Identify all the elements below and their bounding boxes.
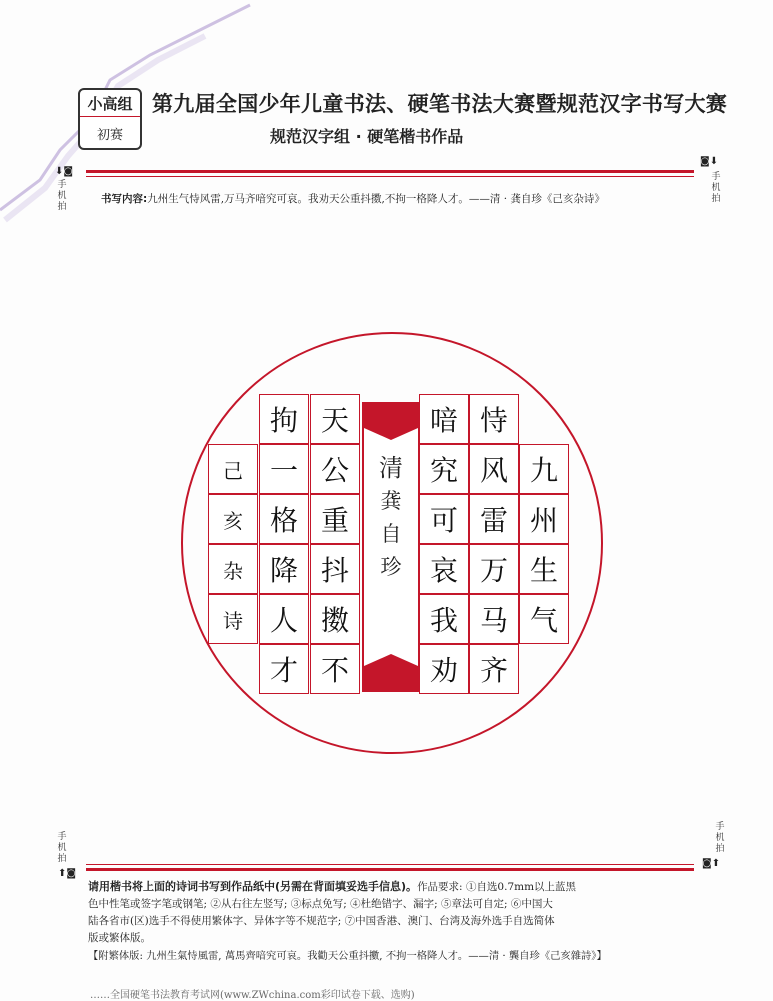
signature-strip <box>362 402 420 692</box>
instruction-line-1 <box>88 879 576 895</box>
side-label-bottom-left: 手机拍 <box>57 832 67 864</box>
signature-top-band <box>364 402 418 428</box>
side-label-top-right: 手机拍 <box>711 172 721 204</box>
signature-char: 清 <box>379 454 403 482</box>
grid-cell: 一 <box>259 444 309 494</box>
side-label-top-left: 手机拍 <box>57 180 67 212</box>
instruction-line-4: 版或繁体版。 <box>88 932 151 944</box>
signature-char: 自 <box>380 522 402 546</box>
grid-cell: 喑 <box>419 394 469 444</box>
grid-cell: 抖 <box>310 544 360 594</box>
grid-cell: 恃 <box>469 394 519 444</box>
badge-group-label: 小高组 <box>80 90 140 117</box>
instruction-requirements: 作品要求: ①自选0.7mm以上蓝黑 <box>417 881 577 893</box>
bottom-red-line <box>86 868 694 871</box>
badge-round-label: 初赛 <box>96 127 123 143</box>
grid-cell: 亥 <box>208 494 258 544</box>
grid-cell: 哀 <box>419 544 469 594</box>
grid-cell: 诗 <box>208 594 258 644</box>
grid-cell: 降 <box>259 544 309 594</box>
grid-cell: 风 <box>469 444 519 494</box>
instruction-bold: 请用楷书将上面的诗词书写到作品纸中(另需在背面填妥选手信息)。 <box>88 880 418 893</box>
competition-title: 第九届全国少年儿童书法、硬笔书法大赛暨规范汉字书写大赛 <box>152 91 728 116</box>
signature-char: 珍 <box>380 555 402 579</box>
side-label-bottom-right: 手机拍 <box>715 822 725 854</box>
camera-arrow-icon: ◙⬇ <box>700 156 719 167</box>
grid-cell: 马 <box>469 594 519 644</box>
signature-bottom-notch <box>364 652 418 666</box>
grid-cell: 重 <box>310 494 360 544</box>
website-footer: ……全国硬笔书法教育考试网(www.ZWchina.com彩印试卷下载、选购) <box>90 990 415 1001</box>
grid-cell: 人 <box>259 594 309 644</box>
writing-content-label: 书写内容: <box>101 193 148 205</box>
grid-cell: 气 <box>519 594 569 644</box>
grid-cell: 州 <box>519 494 569 544</box>
grid-cell: 格 <box>259 494 309 544</box>
traditional-version: 【附繁体版: 九州生氣恃風雷, 萬馬齊喑究可哀。我勸天公重抖擻, 不拘一格降人才。——清 · 龔自珍《己亥雜詩》】 <box>88 950 607 962</box>
grid-cell: 九 <box>519 444 569 494</box>
camera-arrow-icon: ⬇◙ <box>55 166 74 177</box>
top-red-line-thin <box>86 176 694 177</box>
grid-cell: 拘 <box>259 394 309 444</box>
grid-cell: 劝 <box>419 644 469 694</box>
camera-arrow-icon: ⬆◙ <box>58 868 77 879</box>
grid-cell: 生 <box>519 544 569 594</box>
signature-bottom-band <box>364 666 418 692</box>
instruction-line-3: 陆各省市(区)选手不得使用繁体字、异体字等不规范字; ⑦中国香港、澳门、台湾及海外选手自选简体 <box>88 915 555 927</box>
grid-cell: 才 <box>259 644 309 694</box>
grid-cell: 究 <box>419 444 469 494</box>
grid-cell: 万 <box>469 544 519 594</box>
bottom-red-line-thin <box>86 864 694 865</box>
grid-cell: 我 <box>419 594 469 644</box>
group-badge <box>78 88 142 150</box>
grid-cell: 可 <box>419 494 469 544</box>
top-red-line <box>86 170 694 173</box>
signature-char: 龚 <box>380 489 402 513</box>
grid-cell: 雷 <box>469 494 519 544</box>
writing-content <box>101 191 605 206</box>
grid-cell: 不 <box>310 644 360 694</box>
camera-arrow-icon: ◙⬆ <box>702 858 721 869</box>
signature-text <box>364 452 418 584</box>
grid-cell: 公 <box>310 444 360 494</box>
grid-cell: 杂 <box>208 544 258 594</box>
instruction-line-2: 色中性笔或签字笔或钢笔; ②从右往左竖写; ③标点免写; ④杜绝错字、漏字; ⑤章法可自定; ⑥中国大 <box>88 898 553 910</box>
grid-cell: 己 <box>208 444 258 494</box>
grid-cell: 齐 <box>469 644 519 694</box>
grid-cell: 擞 <box>310 594 360 644</box>
writing-content-text: 九州生气恃风雷,万马齐喑究可哀。我劝天公重抖擞,不拘一格降人才。——清 · 龚自珍《己亥杂诗》 <box>147 193 605 205</box>
grid-cell: 天 <box>310 394 360 444</box>
category-subtitle: 规范汉字组 · 硬笔楷书作品 <box>270 127 464 146</box>
signature-top-notch <box>364 428 418 442</box>
